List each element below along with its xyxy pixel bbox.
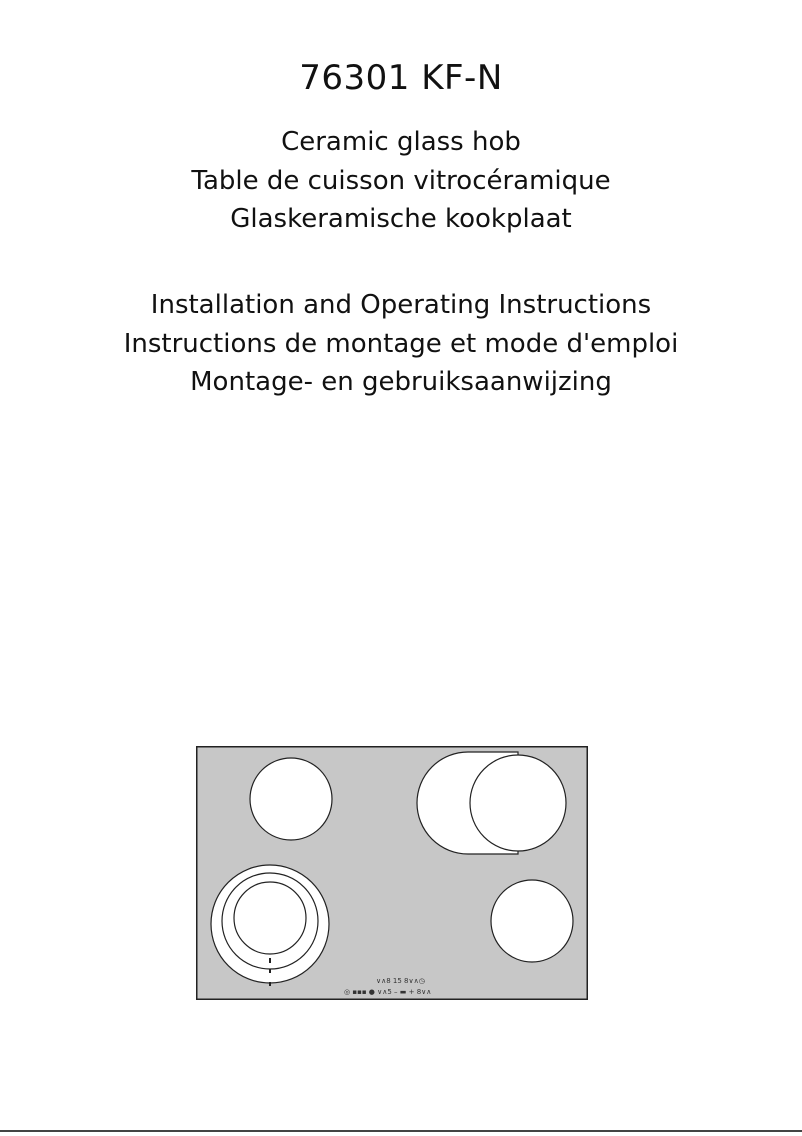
ring-marker-lower bbox=[269, 982, 271, 986]
ring-marker-upper bbox=[269, 958, 271, 963]
product-name-list bbox=[0, 123, 802, 239]
model-number: 76301 KF-N bbox=[299, 58, 503, 98]
product-name-french: Table de cuisson vitrocéramique bbox=[191, 165, 611, 196]
cooking-zone-top-right bbox=[470, 755, 566, 851]
cooking-zone-bottom-right bbox=[491, 880, 573, 962]
cooking-zone-top-left bbox=[250, 758, 332, 840]
control-panel-row-2: ◎ ▪▪▪ ● ∨∧5 – ▬ + 8∨∧ bbox=[344, 988, 432, 996]
hob-illustration bbox=[196, 746, 588, 1000]
instruction-title-english: Installation and Operating Instructions bbox=[150, 290, 652, 320]
instruction-title-list bbox=[0, 286, 802, 402]
bottom-rule bbox=[0, 1130, 802, 1132]
instruction-title-dutch: Montage- en gebruiksaanwijzing bbox=[190, 367, 612, 397]
control-panel-row-1: ∨∧8 15 8∨∧◷ bbox=[376, 977, 425, 985]
product-name-dutch: Glaskeramische kookplaat bbox=[230, 204, 572, 234]
ring-marker-middle bbox=[269, 969, 271, 973]
inner-ring bbox=[234, 882, 306, 954]
product-name-english: Ceramic glass hob bbox=[281, 127, 521, 157]
instruction-title-french: Instructions de montage et mode d'emploi bbox=[123, 328, 679, 359]
